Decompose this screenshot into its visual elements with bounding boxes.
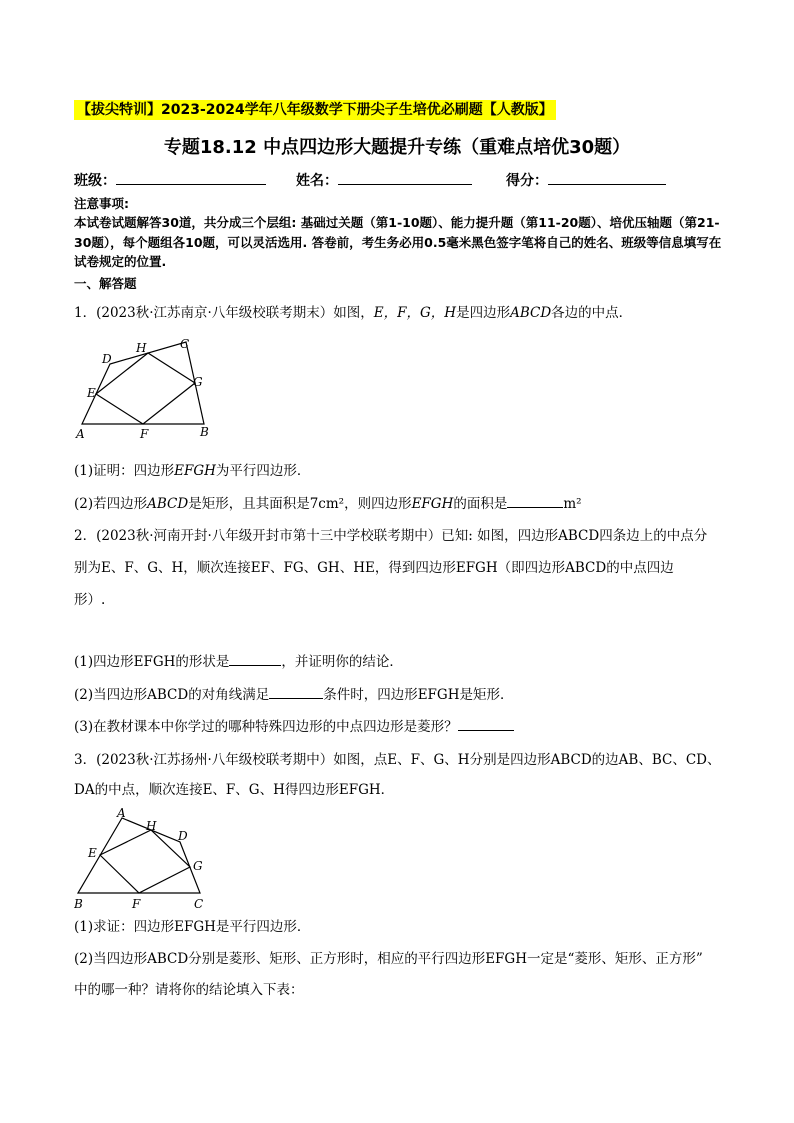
q3-part2-line2: 中的哪一种？请将你的结论填入下表： <box>74 982 304 998</box>
student-info-row <box>74 170 714 192</box>
q1-stem: 1．(2023秋·江苏南京·八年级校联考期末）如图，E，F，G，H是四边形ABCD各边的中点． <box>74 305 633 321</box>
name-blank[interactable] <box>338 170 472 185</box>
q3-label-b: B <box>74 897 83 910</box>
q2-part3: (3)在教材课本中你学过的哪种特殊四边形的中点四边形是菱形？ <box>74 712 734 742</box>
q3-quad-efgh <box>100 830 190 893</box>
q3-part2-line1: (2)当四边形ABCD分别是菱形、矩形、正方形时，相应的平行四边形EFGH一定是“菱形、矩形、正方形” <box>74 951 703 967</box>
q1-part2: (2)若四边形ABCD是矩形，且其面积是7cm²，则四边形EFGH的面积是 m² <box>74 489 734 519</box>
section-title: 一、解答题 <box>74 276 137 291</box>
class-field[interactable] <box>74 170 266 192</box>
q1-figure <box>74 334 234 444</box>
q3-label-d: D <box>178 829 188 843</box>
q1-label-d: D <box>102 352 112 366</box>
q3-label-e: E <box>88 846 97 860</box>
series-banner: 【拔尖特训】2023-2024学年八年级数学下册尖子生培优必刷题【人教版】 <box>74 100 556 120</box>
q3-label-f: F <box>132 897 141 910</box>
q3-line1: 3．(2023秋·江苏扬州·八年级校联考期中）如图，点E、F、G、H分别是四边形ABCD的边AB、BC、CD、 <box>74 752 721 768</box>
q2-line2: 别为E、F、G、H，顺次连接EF、FG、GH、HE，得到四边形EFGH（即四边形ABCD的中点四边 <box>74 560 674 576</box>
q1-label-a: A <box>76 427 85 441</box>
q1-area-blank[interactable] <box>507 491 563 508</box>
page-title: 专题18.12 中点四边形大题提升专练（重难点培优30题） <box>163 137 631 158</box>
class-label: 班级： <box>74 173 116 189</box>
class-blank[interactable] <box>116 170 266 185</box>
q1-label-f: F <box>140 427 149 441</box>
name-label: 姓名： <box>296 173 338 189</box>
q3-label-a: A <box>117 806 126 820</box>
name-field[interactable] <box>296 170 472 192</box>
q3-line2: DA的中点，顺次连接E、F、G、H得四边形EFGH． <box>74 782 395 798</box>
q2-condition-blank[interactable] <box>269 682 323 699</box>
q1-label-e: E <box>87 386 96 400</box>
q3-part1: (1)求证：四边形EFGH是平行四边形． <box>74 919 311 935</box>
notes-title: 注意事项: <box>74 196 129 211</box>
q2-part2: (2)当四边形ABCD的对角线满足 条件时，四边形EFGH是矩形． <box>74 680 734 710</box>
score-label: 得分： <box>506 173 548 189</box>
score-field[interactable] <box>506 170 666 192</box>
q1-part1: (1)证明：四边形EFGH为平行四边形． <box>74 463 311 479</box>
q2-line3: 形）. <box>74 592 106 608</box>
q1-label-c: C <box>180 337 190 351</box>
q1-label-b: B <box>200 425 209 439</box>
q3-label-h: H <box>146 819 157 833</box>
notes-body: 本试卷试题解答30道，共分成三个层组: 基础过关题（第1-10题）、能力提升题（第11-20题）、培优压轴题（第21-30题），每个题组各10题，可以灵活选用. 答卷前，考生务必用0.5毫米黑色签字笔将自己的姓名、班级等信息填写在试卷规定的位置. <box>74 215 722 269</box>
q2-line1: 2．(2023秋·河南开封·八年级开封市第十三中学校联考期中）已知: 如图，四边形ABCD四条边上的中点分 <box>74 528 708 544</box>
q1-label-g: G <box>193 375 203 389</box>
q2-part1: (1)四边形EFGH的形状是 ，并证明你的结论． <box>74 647 734 677</box>
score-blank[interactable] <box>548 170 666 185</box>
q1-label-h: H <box>136 341 147 355</box>
q3-label-g: G <box>193 859 203 873</box>
q3-figure <box>74 806 224 910</box>
q2-shape-blank[interactable] <box>229 649 281 666</box>
q3-label-c: C <box>194 897 204 910</box>
q2-rhombus-blank[interactable] <box>458 714 514 731</box>
